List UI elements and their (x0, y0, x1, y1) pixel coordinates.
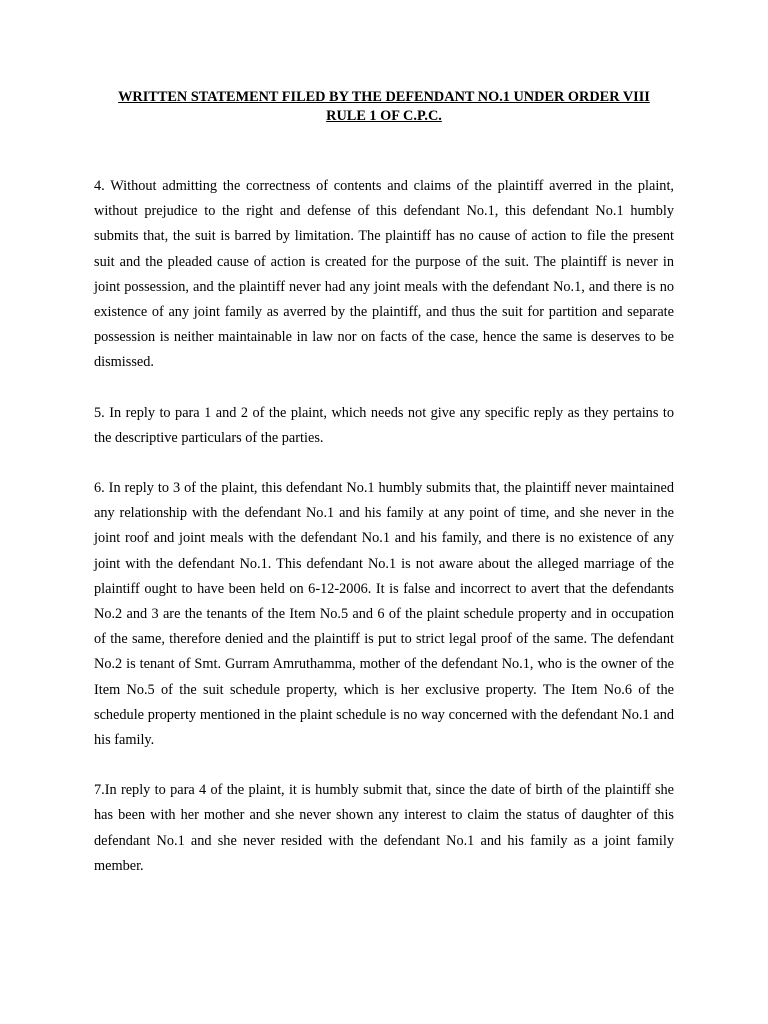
paragraph-6: 6. In reply to 3 of the plaint, this defendant No.1 humbly submits that, the plaintiff never maintained any relationship with the defendant No.1 and his family at any point of time, and she never in the joint roof and joint meals with the defendant No.1 and his family, and there is no existence of any joint with the defendant No.1. This defendant No.1 is not aware about the alleged marriage of the plaintiff ought to have been held on 6-12-2006. It is false and incorrect to avert that the defendants No.2 and 3 are the tenants of the Item No.5 and 6 of the plaint schedule property and in occupation of the same, therefore denied and the plaintiff is put to strict legal proof of the same. The defendant No.2 is tenant of Smt. Gurram Amruthamma, mother of the defendant No.1, who is the owner of the Item No.5 of the suit schedule property, which is her exclusive property. The Item No.6 of the schedule property mentioned in the plaint schedule is no way concerned with the defendant No.1 and his family. (94, 480, 674, 749)
paragraph-7: 7.In reply to para 4 of the plaint, it is humbly submit that, since the date of birth of the plaintiff she has been with her mother and she never shown any interest to claim the status of daughter of this defendant No.1 and she never resided with the defendant No.1 and his family as a joint family member. (94, 782, 674, 874)
document-title-line-2: RULE 1 OF C.P.C. (326, 108, 442, 124)
document-title (94, 88, 674, 126)
document-title-line-1: WRITTEN STATEMENT FILED BY THE DEFENDANT NO.1 UNDER ORDER VIII (118, 89, 650, 105)
paragraph-5: 5. In reply to para 1 and 2 of the plaint, which needs not give any specific reply as they pertains to the descriptive particulars of the parties. (94, 404, 674, 446)
paragraph-4: 4. Without admitting the correctness of contents and claims of the plaintiff averred in the plaint, without prejudice to the right and defense of this defendant No.1, this defendant No.1 humbly submits that, the suit is barred by limitation. The plaintiff has no cause of action to file the present suit and the pleaded cause of action is created for the purpose of the suit. The plaintiff is never in joint possession, and the plaintiff never had any joint meals with the defendant No.1, and there is no existence of any joint family as averred by the plaintiff, and thus the suit for partition and separate possession is neither maintainable in law nor on facts of the case, hence the same is deserves to be dismissed. (94, 178, 674, 371)
